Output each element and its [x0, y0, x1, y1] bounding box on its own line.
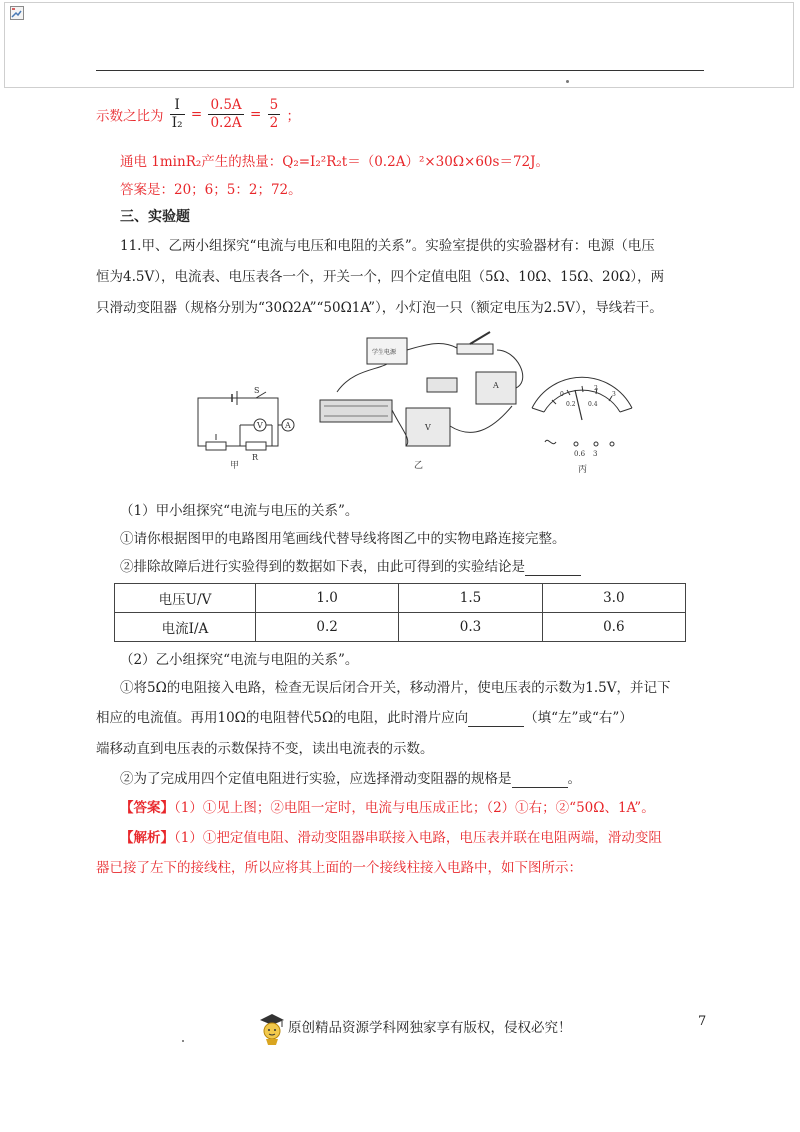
answer-blank-rheostat[interactable]: [512, 771, 568, 788]
answer-summary-line: 答案是：20；6；5：2；72。: [120, 182, 302, 198]
question-line-1: 11.甲、乙两小组探究“电流与电压和电阻的关系”。实验室提供的实验器材有：电源（电压: [120, 238, 655, 254]
section-title: 三、实验题: [120, 209, 190, 225]
header-dot: [566, 80, 569, 83]
analysis-line-1: 【解析】（1）①把定值电阻、滑动变阻器串联接入电路，电压表并联在电阻两端，滑动变阻: [120, 830, 662, 846]
part1-question-1: ①请你根据图甲的电路图用笔画线代替导线将图乙中的实物电路连接完整。: [120, 531, 566, 547]
scholar-mascot-icon: [258, 1012, 286, 1046]
label-jia: 甲: [230, 461, 240, 471]
part2-question-1-line-3: 端移动直到电压表的示数保持不变，读出电流表的示数。: [96, 741, 434, 757]
circuit-diagram: [198, 391, 294, 450]
scale-3: 3: [612, 391, 616, 398]
experiment-figure: [192, 330, 638, 480]
footer-dot: [182, 1040, 184, 1042]
ratio-line: 示数之比为 $\frac{I}{\text{I₂}}$ = $\frac{0.5A}{0.2A}$ = $\frac{5}{2}$ ；: [96, 97, 300, 131]
table-cell: 0.2: [256, 613, 399, 642]
question-line-3: 只滑动变阻器（规格分别为“30Ω2A”“50Ω1A”），小灯泡一只（额定电压为2.5V），导线若干。: [96, 300, 663, 316]
part1-question-2: ②排除故障后进行实验得到的数据如下表，由此可得到的实验结论是: [120, 555, 581, 576]
header-frame: [4, 2, 794, 88]
label-bing: 丙: [578, 465, 588, 475]
scale-2: 2: [594, 385, 598, 392]
label-yi: 乙: [414, 461, 424, 471]
meter-dial: [532, 377, 632, 446]
table-row: [115, 584, 686, 613]
footer-copyright: 原创精品资源学科网独家享有版权，侵权必究！: [288, 1020, 572, 1036]
analysis-line-2: 器已接了左下的接线柱，所以应将其上面的一个接线柱接入电路中，如下图所示：: [96, 860, 582, 876]
answer-tag: 【答案】: [120, 800, 174, 816]
part2-question-2: ②为了完成用四个定值电阻进行实验，应选择滑动变阻器的规格是 。: [120, 771, 581, 787]
table-row-header: 电流I/A: [115, 613, 256, 642]
scale-0-4: 0.4: [588, 401, 598, 408]
terminal-3: 3: [593, 450, 598, 458]
ratio-fraction-1: $\frac{I}{\text{I₂}}$: [171, 97, 183, 131]
part2-question-1-line-1: ①将5Ω的电阻接入电路，检查无误后闭合开关，移动滑片，使电压表的示数为1.5V，并记下: [120, 680, 671, 696]
table-cell: 1.5: [399, 584, 542, 613]
ratio-fraction-2: $\frac{0.5A}{0.2A}$: [210, 97, 242, 131]
label-power-supply: 学生电源: [372, 349, 397, 356]
ratio-fraction-3: $\frac{5}{2}$: [269, 97, 279, 131]
question-line-2: 恒为4.5V），电流表、电压表各一个，开关一个，四个定值电阻（5Ω、10Ω、15Ω、20Ω），两: [96, 269, 665, 285]
analysis-tag: 【解析】: [120, 830, 174, 846]
table-cell: 1.0: [256, 584, 399, 613]
answer-line: 【答案】（1）①见上图；②电阻一定时，电流与电压成正比；（2）①右；②“50Ω、1A”。: [120, 800, 655, 816]
heat-line: 通电 1minR₂产生的热量：Q₂=I₂²R₂t＝（0.2A）²×30Ω×60s＝72J。: [120, 154, 550, 170]
table-cell: 0.3: [399, 613, 542, 642]
label-setup-ammeter: A: [493, 381, 499, 390]
table-cell: 0.6: [542, 613, 685, 642]
label-setup-voltmeter: V: [425, 423, 431, 432]
answer-blank-direction[interactable]: [468, 710, 524, 727]
ratio-label: 示数之比为: [96, 108, 164, 125]
terminal-0-6: 0.6: [574, 450, 586, 458]
header-rule: [96, 70, 704, 71]
table-row: [115, 613, 686, 642]
page-number: 7: [698, 1014, 707, 1029]
broken-image-icon: [10, 6, 24, 20]
label-ammeter: A: [285, 421, 291, 430]
scale-0-2: 0.2: [566, 401, 576, 408]
scale-0: 0: [560, 391, 564, 398]
label-voltmeter: V: [257, 421, 263, 430]
table-row-header: 电压U/V: [115, 584, 256, 613]
label-resistor: R: [252, 453, 259, 462]
table-cell: 3.0: [542, 584, 685, 613]
part2-title: （2）乙小组探究“电流与电阻的关系”。: [120, 652, 359, 668]
answer-blank-conclusion[interactable]: [525, 559, 581, 576]
label-switch: S: [254, 386, 260, 395]
data-table: [114, 583, 686, 642]
part2-question-1-line-2: 相应的电流值。再用10Ω的电阻替代5Ω的电阻，此时滑片应向 （填“左”或“右”）: [96, 710, 633, 726]
part1-title: （1）甲小组探究“电流与电压的关系”。: [120, 503, 359, 519]
